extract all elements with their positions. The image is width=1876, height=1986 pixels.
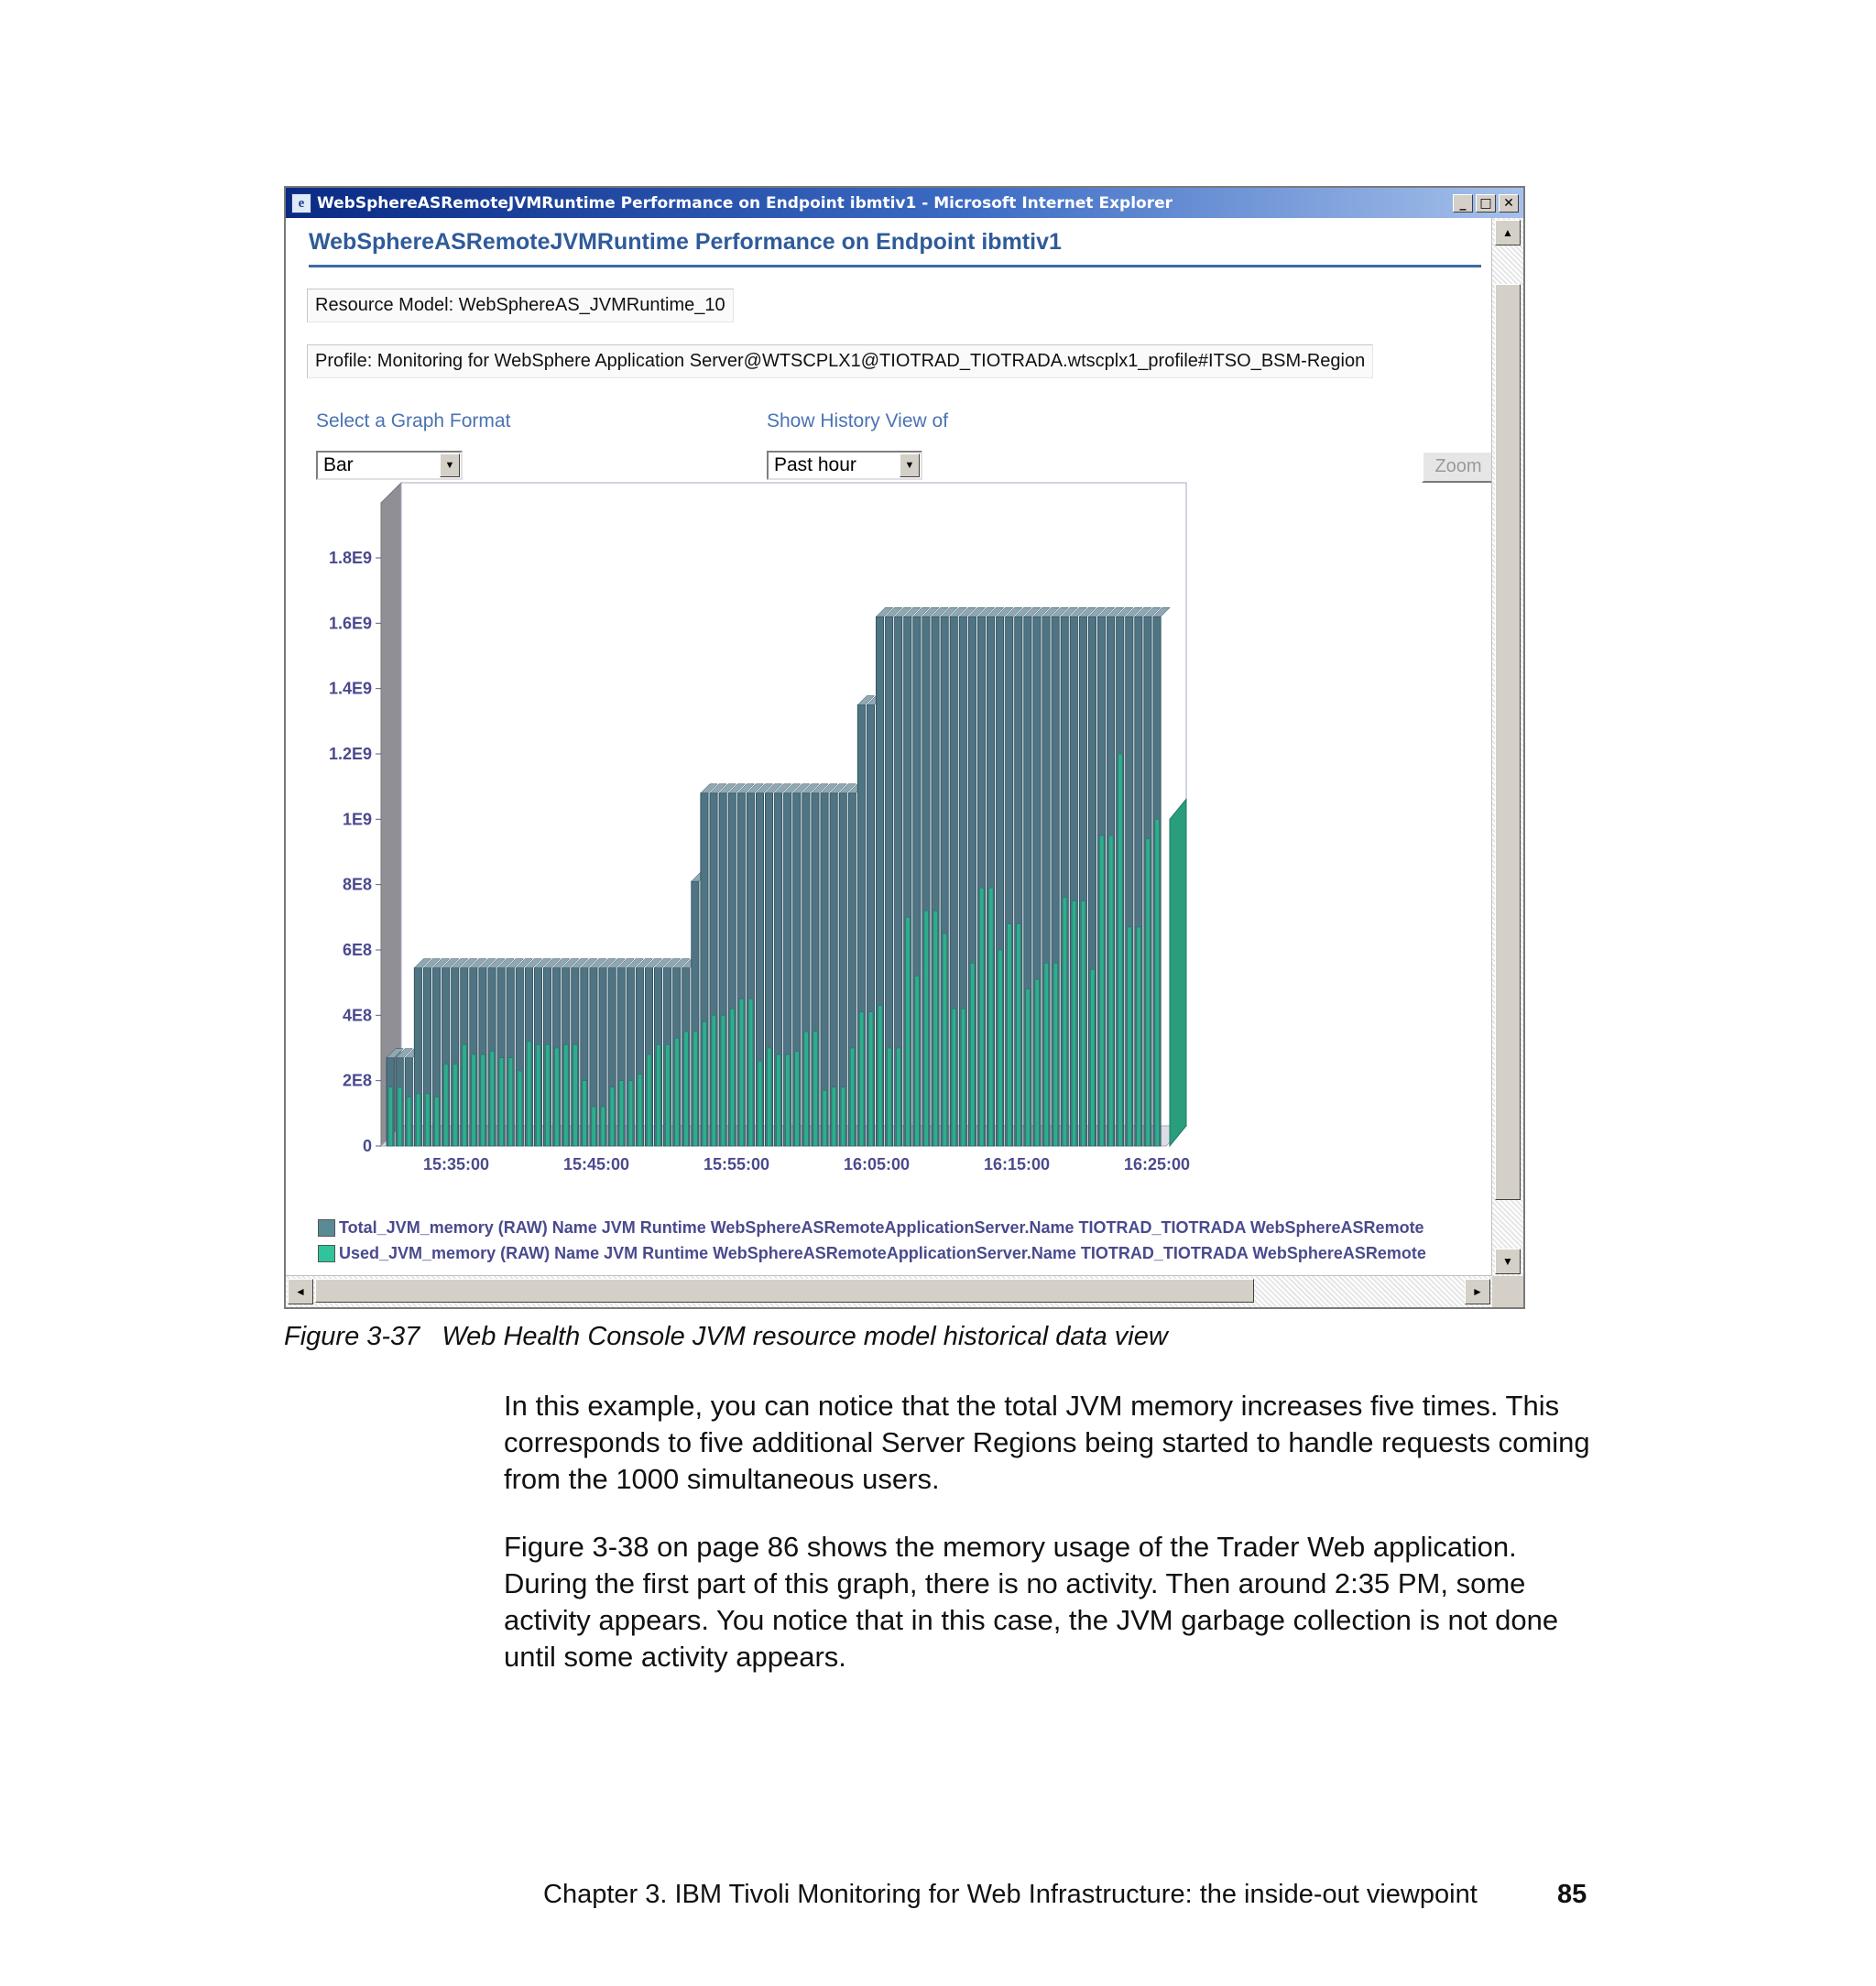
bar-used <box>518 1071 522 1146</box>
bar-used <box>739 999 744 1147</box>
bar-used <box>527 1042 531 1146</box>
bar-used <box>425 1094 430 1146</box>
bar-used <box>583 1081 587 1146</box>
bar-used <box>970 963 975 1146</box>
scroll-left-arrow-icon[interactable]: ◄ <box>288 1279 313 1304</box>
history-view-value: Past hour <box>774 454 856 475</box>
bar-used <box>1053 963 1058 1146</box>
legend-swatch-used <box>318 1245 335 1262</box>
bar-used <box>767 1048 771 1146</box>
bar-used <box>933 911 938 1146</box>
bar-used <box>628 1081 633 1146</box>
bar-used <box>463 1044 467 1146</box>
bar-used <box>721 1015 725 1146</box>
x-tick-label: 15:35:00 <box>422 1155 490 1173</box>
bar-used <box>536 1044 540 1146</box>
y-tick-label: 4E8 <box>342 1006 372 1025</box>
horizontal-scrollbar[interactable] <box>286 1275 1492 1307</box>
vertical-scroll-thumb[interactable] <box>1495 284 1521 1200</box>
page-content <box>286 218 1492 1276</box>
bar-used-side <box>1170 799 1186 1146</box>
bar-used <box>748 999 753 1147</box>
bar-used <box>601 1107 605 1146</box>
bar-used <box>666 1044 671 1146</box>
y-tick-label: 0 <box>362 1137 372 1155</box>
chevron-down-icon[interactable]: ▼ <box>440 453 460 477</box>
window-title: WebSphereASRemoteJVMRuntime Performance on Endpoint ibmtiv1 - Microsoft Internet Explorer <box>317 193 1173 213</box>
figure-title: Web Health Console JVM resource model historical data view <box>442 1322 1168 1351</box>
bar-used <box>813 1031 818 1146</box>
bar-used <box>1118 754 1123 1146</box>
bar-used <box>703 1021 707 1146</box>
bar-used <box>490 1052 495 1146</box>
bar-used <box>619 1081 624 1146</box>
bar-used <box>804 1031 809 1146</box>
y-tick-label: 1.8E9 <box>328 549 372 567</box>
paragraph-1: In this example, you can notice that the total JVM memory increases five times. This corresponds to five additional Server Regions being started to handle requests coming from the 1000 simultaneous users. <box>504 1390 1590 1495</box>
bar-used <box>1017 923 1021 1146</box>
bar-used <box>472 1054 476 1146</box>
horizontal-scroll-thumb[interactable] <box>315 1279 1254 1303</box>
bar-used <box>1072 901 1076 1147</box>
bar-used <box>888 1048 892 1146</box>
bar-used <box>1137 927 1141 1146</box>
bar-used <box>656 1044 660 1146</box>
legend-item-used <box>318 1244 1426 1263</box>
browser-window <box>284 186 1525 1309</box>
bar-used <box>398 1087 402 1146</box>
bar-used <box>684 1031 689 1146</box>
bar-used <box>979 888 984 1146</box>
bar-used <box>952 1009 956 1146</box>
bar-used <box>988 888 993 1146</box>
bar-used <box>592 1107 596 1146</box>
bar-used <box>915 977 920 1146</box>
bar-used <box>1026 989 1031 1146</box>
bar-used <box>859 1012 864 1146</box>
bar-used <box>564 1044 569 1146</box>
bar-used <box>786 1054 791 1146</box>
figure-caption <box>284 1322 1168 1352</box>
bar-used <box>407 1097 411 1147</box>
x-tick-label: 15:55:00 <box>703 1155 770 1173</box>
graph-format-value: Bar <box>323 454 354 475</box>
bar-used <box>1081 901 1085 1147</box>
bar-used <box>943 933 947 1146</box>
minimize-button[interactable]: _ <box>1453 194 1473 213</box>
bar-used <box>777 1054 781 1146</box>
bar-used <box>638 1075 642 1146</box>
y-tick-label: 2E8 <box>342 1071 372 1090</box>
y-tick-label: 1E9 <box>342 810 372 829</box>
bar-used <box>1063 898 1067 1146</box>
bar-used <box>897 1048 901 1146</box>
bar-used <box>906 917 911 1146</box>
bar-used <box>675 1038 680 1146</box>
graph-format-label: Select a Graph Format <box>316 410 511 431</box>
resource-model-box: Resource Model: WebSphereAS_JVMRuntime_10 <box>307 289 734 322</box>
bar-used <box>730 1009 735 1146</box>
legend-item-total <box>318 1218 1424 1238</box>
x-tick-label: 15:45:00 <box>562 1155 630 1173</box>
bar-used <box>850 1048 855 1146</box>
jvm-memory-bar-chart <box>286 218 1489 1276</box>
bar-used <box>1128 927 1132 1146</box>
bar-used <box>434 1097 439 1147</box>
bar-used <box>1035 979 1040 1146</box>
bar-used <box>647 1054 651 1146</box>
figure-number: Figure 3-37 <box>284 1322 420 1351</box>
bar-used <box>1155 819 1160 1146</box>
bar-used <box>823 1090 827 1146</box>
title-bar[interactable] <box>286 188 1523 218</box>
maximize-button[interactable]: □ <box>1476 194 1496 213</box>
bar-used <box>610 1087 615 1146</box>
bar-used <box>1146 839 1151 1146</box>
bar-used <box>841 1087 845 1146</box>
legend-label-total: Total_JVM_memory (RAW) Name JVM Runtime WebSphereASRemoteApplicationServer.Name TIOTRAD_TIOTRADA WebSphereASRemote <box>339 1218 1424 1237</box>
bar-used <box>416 1094 420 1146</box>
bar-used <box>712 1015 716 1146</box>
y-tick-label: 1.6E9 <box>328 614 372 633</box>
bar-used <box>878 1006 882 1146</box>
bar-used <box>832 1087 836 1146</box>
page-title: WebSphereASRemoteJVMRuntime Performance on Endpoint ibmtiv1 <box>309 229 1481 267</box>
y-tick-label: 1.4E9 <box>328 679 372 698</box>
scrollbar-corner <box>1492 1276 1523 1307</box>
close-button[interactable]: ✕ <box>1499 194 1519 213</box>
page-number: 85 <box>1557 1880 1587 1909</box>
vertical-scrollbar[interactable] <box>1491 218 1523 1276</box>
x-tick-label: 16:15:00 <box>983 1155 1051 1173</box>
bar-used <box>545 1044 550 1146</box>
internet-explorer-icon: e <box>291 193 311 213</box>
bar-used <box>961 1009 965 1146</box>
bar-used <box>998 950 1003 1146</box>
legend-label-used: Used_JVM_memory (RAW) Name JVM Runtime WebSphereASRemoteApplicationServer.Name TIOTRAD_TIOTRADA WebSphereASRemote <box>339 1244 1426 1262</box>
bar-used <box>868 1012 873 1146</box>
bar-used <box>795 1052 800 1146</box>
bar-used <box>924 911 929 1146</box>
bar-used <box>1090 969 1095 1146</box>
scroll-right-arrow-icon[interactable]: ► <box>1465 1279 1490 1304</box>
bar-used <box>481 1054 485 1146</box>
bar-used <box>1099 835 1104 1146</box>
x-tick-label: 16:05:00 <box>843 1155 911 1173</box>
bar-used <box>693 1031 698 1146</box>
bar-used <box>555 1048 560 1146</box>
y-tick-label: 8E8 <box>342 875 372 894</box>
y-tick-label: 6E8 <box>342 941 372 959</box>
chevron-down-icon[interactable]: ▼ <box>900 453 920 477</box>
bar-used <box>388 1087 393 1146</box>
profile-box: Profile: Monitoring for WebSphere Application Server@WTSCPLX1@TIOTRAD_TIOTRADA.wtscplx1_profile#ITSO_BSM-Region <box>307 344 1373 378</box>
x-tick-label: 16:25:00 <box>1123 1155 1191 1173</box>
bar-used <box>1109 835 1114 1146</box>
bar-used <box>573 1044 578 1146</box>
bar-used <box>499 1058 504 1146</box>
scroll-down-arrow-icon[interactable]: ▼ <box>1495 1249 1521 1274</box>
scroll-up-arrow-icon[interactable]: ▲ <box>1495 220 1521 246</box>
footer-chapter: Chapter 3. IBM Tivoli Monitoring for Web Infrastructure: the inside-out viewpoint <box>543 1880 1478 1909</box>
bar-used <box>1044 963 1049 1146</box>
zoom-button[interactable]: Zoom <box>1422 451 1492 483</box>
paragraph-2: Figure 3-38 on page 86 shows the memory usage of the Trader Web application. During the first part of this graph, there is no activity. Then around 2:35 PM, some activity appears. You notice that in this case, the JVM garbage collection is not done until some activity appears. <box>504 1531 1559 1673</box>
history-view-label: Show History View of <box>767 410 949 431</box>
bar-used <box>508 1058 513 1146</box>
legend-swatch-total <box>318 1219 335 1237</box>
chart-side-wall <box>381 483 401 1146</box>
bar-used <box>758 1061 762 1146</box>
bar-used <box>453 1064 458 1146</box>
bar-used <box>1008 923 1012 1146</box>
bar-used <box>444 1064 449 1146</box>
y-tick-label: 1.2E9 <box>328 745 372 763</box>
